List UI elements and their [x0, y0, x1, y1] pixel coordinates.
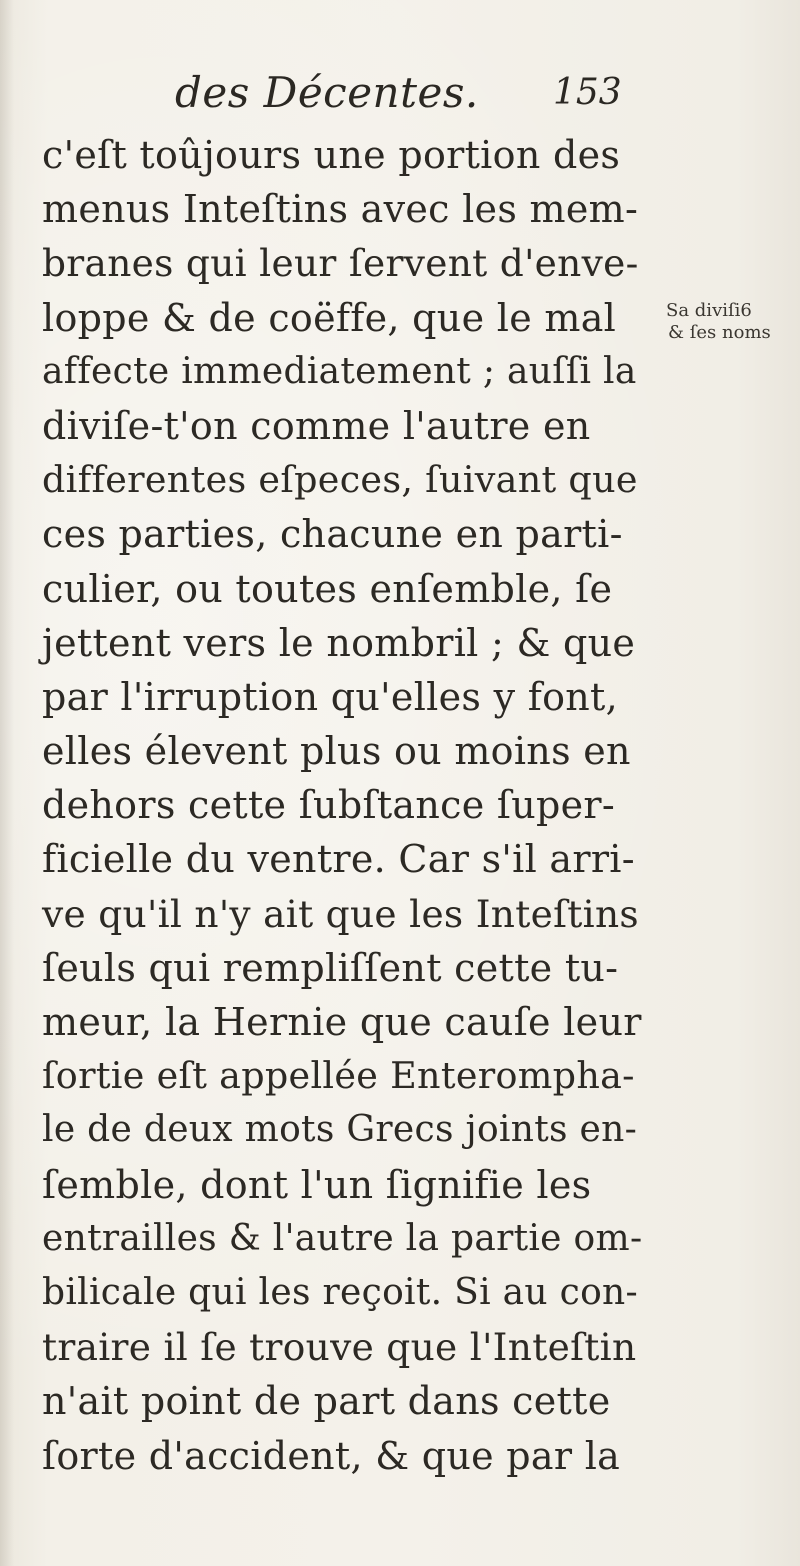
- marginal-note-line: & ſes noms: [668, 322, 771, 343]
- text-line: par l'irruption qu'elles y font,: [42, 674, 618, 719]
- text-line: differentes eſpeces, ſuivant que: [42, 458, 638, 502]
- text-line: ſemble, dont l'un ſignifie les: [42, 1162, 592, 1207]
- text-line: jettent vers le nombril ; & que: [42, 620, 636, 665]
- text-line: ſorte d'accident, & que par la: [42, 1433, 621, 1478]
- text-line: ces parties, chacune en parti-: [42, 512, 623, 557]
- marginal-note: [666, 300, 796, 344]
- text-line: ſortie eſt appellée Enteromphа-: [42, 1054, 635, 1098]
- text-line: ficielle du ventre. Car s'il arri-: [42, 837, 635, 882]
- text-line: elles élevent plus ou moins en: [42, 729, 631, 774]
- text-line: traire il ſe trouve que l'Inteſtin: [42, 1325, 637, 1370]
- text-line: ſeuls qui rempliſſent cette tu-: [42, 945, 619, 990]
- gutter-shadow: [0, 0, 14, 1566]
- text-line: culier, ou toutes enſemble, ſe: [42, 566, 613, 611]
- text-line: menus Inteſtins avec les mem-: [42, 187, 639, 232]
- text-line: affecte immediatement ; auſſi la: [42, 350, 637, 392]
- text-line: branes qui leur ſervent d'enve-: [42, 241, 639, 286]
- text-line: loppe & de coëffe, que le mal: [42, 295, 617, 340]
- text-line: bilicale qui les reçoit. Si au con-: [42, 1271, 639, 1313]
- body-text: [42, 128, 642, 1483]
- text-line: meur, la Hernie que cauſe leur: [42, 1000, 642, 1044]
- text-line: c'eſt toûjours une portion des: [42, 133, 621, 177]
- text-line: n'ait point de part dans cette: [42, 1379, 611, 1424]
- text-line: le de deux mots Grecs joints en-: [42, 1109, 638, 1151]
- text-line: ve qu'il n'y ait que les Inteſtins: [42, 891, 639, 936]
- text-line: diviſe-t'on comme l'autre en: [42, 403, 591, 448]
- text-line: dehors cette ſubſtance ſuper-: [42, 783, 616, 828]
- text-line: entrailles & l'autre la partie om-: [42, 1217, 643, 1259]
- running-title: des Décentes.: [175, 68, 479, 117]
- page-number: 153: [553, 72, 622, 113]
- marginal-note-line: Sa diviſi6: [666, 300, 752, 321]
- running-head: [0, 68, 800, 118]
